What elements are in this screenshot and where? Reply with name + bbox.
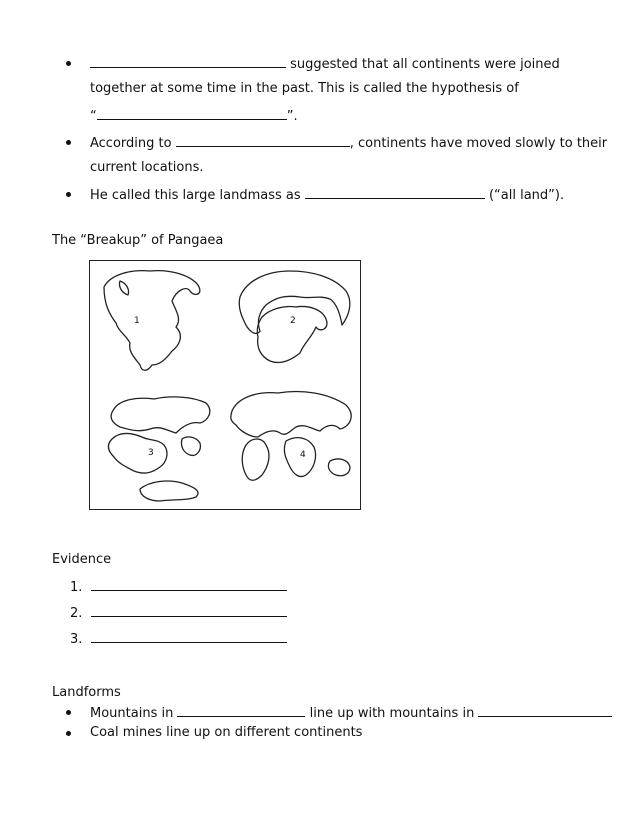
mountains-blank-2[interactable] bbox=[478, 704, 612, 717]
bullet-3-line-1: He called this large landmass as (“all land”). bbox=[90, 188, 565, 203]
map-4-landmass-north bbox=[231, 392, 351, 438]
bullet-1-line-3: “ ”. bbox=[90, 109, 298, 124]
map-label-3: 3 bbox=[148, 448, 154, 458]
pangaea-breakup-figure bbox=[89, 260, 361, 510]
evidence-heading: Evidence bbox=[52, 552, 112, 567]
bullet-dot bbox=[66, 140, 71, 145]
bullet-1-line-1: suggested that all continents were joined bbox=[90, 55, 560, 72]
breakup-heading: The “Breakup” of Pangaea bbox=[52, 233, 224, 248]
evidence-blank-1[interactable] bbox=[91, 578, 287, 591]
map-3-landmass-north bbox=[111, 397, 210, 433]
map-label-2: 2 bbox=[290, 316, 296, 326]
bullet-2-line-1: According to , continents have moved slowly to their bbox=[90, 136, 608, 151]
map-1-landmass bbox=[104, 271, 200, 371]
bullet-dot bbox=[66, 731, 71, 736]
bullet-dot bbox=[66, 710, 71, 715]
bullet-dot bbox=[66, 192, 71, 197]
bullet-dot bbox=[66, 61, 71, 66]
map-label-4: 4 bbox=[300, 450, 306, 460]
map-3-landmass-east bbox=[181, 437, 200, 455]
map-2-landmass-south bbox=[257, 306, 327, 362]
map-4-landmass-australia bbox=[328, 459, 350, 476]
bullet-2-line-2: current locations. bbox=[90, 160, 204, 175]
answer-blank-landmass[interactable] bbox=[305, 186, 485, 199]
landforms-heading: Landforms bbox=[52, 685, 121, 700]
evidence-item-2: 2. bbox=[70, 604, 287, 621]
answer-blank-according-to[interactable] bbox=[176, 134, 350, 147]
map-3-landmass-middle bbox=[108, 434, 167, 474]
landforms-item-2: Coal mines line up on different continents bbox=[90, 725, 363, 740]
answer-blank-hypothesis[interactable] bbox=[97, 107, 287, 120]
answer-blank-scientist[interactable] bbox=[90, 55, 286, 68]
landforms-item-1: Mountains in line up with mountains in bbox=[90, 704, 612, 721]
map-4-landmass-south bbox=[242, 439, 269, 480]
bullet-1-line-2: together at some time in the past. This is called the hypothesis of bbox=[90, 81, 519, 96]
mountains-blank-1[interactable] bbox=[177, 704, 305, 717]
evidence-blank-3[interactable] bbox=[91, 630, 287, 643]
pangaea-maps-svg bbox=[90, 261, 362, 511]
map-3-landmass-south bbox=[140, 481, 198, 501]
evidence-item-1: 1. bbox=[70, 578, 287, 595]
map-label-1: 1 bbox=[134, 316, 140, 326]
evidence-item-3: 3. bbox=[70, 630, 287, 647]
evidence-blank-2[interactable] bbox=[91, 604, 287, 617]
